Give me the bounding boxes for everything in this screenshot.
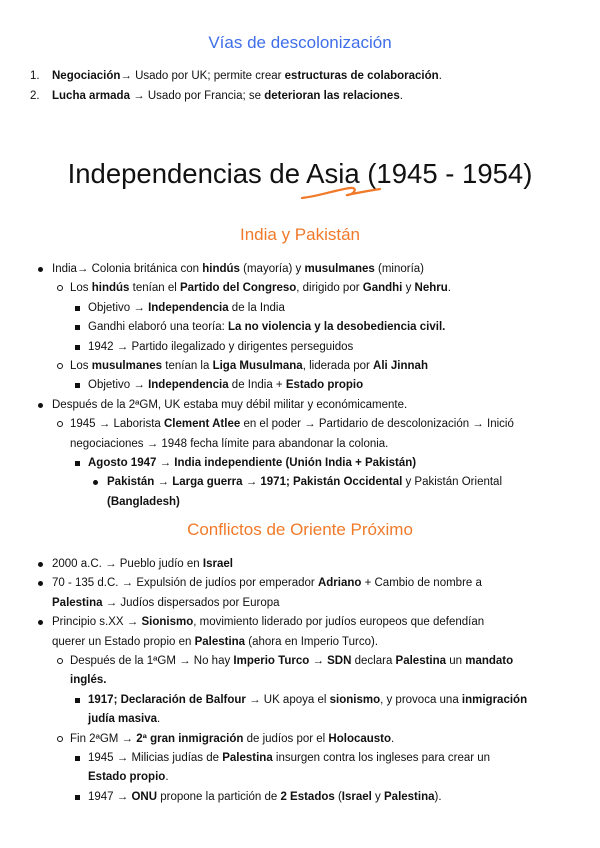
text-run: 1945 → Laborista bbox=[70, 418, 164, 431]
text-run: 2000 a.C. → Pueblo judío en bbox=[52, 558, 203, 570]
text-run: Gandhi elaboró una teoría: bbox=[88, 321, 229, 334]
text-run: ( bbox=[334, 790, 342, 803]
list-item bbox=[0, 338, 600, 357]
text-run: tenían la bbox=[162, 360, 213, 373]
text-run: Israel bbox=[202, 558, 233, 570]
text-run: Partido del Congreso bbox=[179, 282, 297, 295]
list-item bbox=[0, 671, 600, 690]
text-run: , liderada por bbox=[302, 360, 374, 373]
list-item-text bbox=[88, 713, 160, 725]
text-run: hindús bbox=[91, 282, 130, 295]
text-run: . bbox=[399, 90, 403, 102]
text-run: Negociación bbox=[52, 70, 121, 82]
list-item-text bbox=[88, 791, 442, 803]
list-item-text bbox=[88, 771, 169, 783]
list-item bbox=[0, 260, 600, 279]
text-run: , dirigido por bbox=[296, 282, 363, 295]
list-item-text bbox=[107, 476, 502, 488]
list-item bbox=[0, 710, 600, 729]
section-oriente-proximo: Conflictos de Oriente Próximo bbox=[187, 520, 413, 539]
list-item bbox=[0, 279, 600, 298]
text-run: sionismo bbox=[329, 693, 381, 706]
list-item bbox=[0, 493, 600, 512]
list-number: 2. bbox=[30, 90, 40, 102]
text-run: Después de la 2ªGM, UK estaba muy débil militar y económicamente. bbox=[52, 398, 408, 411]
text-run: Los bbox=[70, 282, 92, 295]
underline-squiggle-icon bbox=[300, 182, 420, 204]
list-item-text bbox=[107, 496, 180, 508]
text-run: Palestina bbox=[222, 752, 273, 765]
text-run: . bbox=[438, 70, 442, 82]
text-run: 2 Estados bbox=[280, 790, 335, 803]
list-item bbox=[0, 788, 600, 807]
list-item bbox=[0, 555, 600, 574]
ways-list bbox=[30, 66, 442, 106]
text-run: Holocausto bbox=[328, 732, 392, 745]
text-run: Adriano bbox=[317, 577, 362, 590]
list-item-text bbox=[70, 674, 106, 686]
text-run: → Usado por Francia; se bbox=[129, 90, 265, 102]
list-item bbox=[0, 376, 600, 395]
text-run: Israel bbox=[341, 790, 372, 803]
list-item bbox=[0, 574, 600, 593]
text-run: Palestina bbox=[384, 790, 435, 803]
text-run: inmigración bbox=[461, 693, 528, 706]
text-run: . bbox=[157, 713, 161, 726]
list-item-text bbox=[52, 558, 233, 570]
list-item bbox=[0, 299, 600, 318]
list-item bbox=[0, 749, 600, 768]
list-item-text bbox=[70, 733, 394, 745]
text-run: Clement Atlee bbox=[163, 418, 241, 431]
text-run: 1945 → Milicias judías de bbox=[88, 752, 223, 765]
list-item bbox=[0, 473, 600, 492]
text-run: querer un Estado propio en bbox=[52, 635, 195, 648]
list-item bbox=[0, 396, 600, 415]
text-run: hindús bbox=[202, 263, 240, 275]
list-item-text bbox=[88, 341, 353, 353]
list-item-text bbox=[88, 457, 416, 469]
text-run: Liga Musulmana bbox=[212, 360, 303, 373]
text-run: Palestina bbox=[194, 635, 246, 648]
text-run: , y provoca una bbox=[380, 693, 462, 706]
text-run: (minoría) bbox=[374, 263, 424, 275]
text-run: tenían el bbox=[129, 282, 180, 295]
text-run: . bbox=[447, 282, 451, 295]
list-item bbox=[0, 318, 600, 337]
list-item-text bbox=[52, 616, 484, 628]
text-run: , movimiento liderado por judíos europeos que defendían bbox=[193, 616, 485, 629]
text-run: Agosto 1947 → India independiente (Unión India + Pakistán) bbox=[88, 457, 417, 470]
text-run: Nehru bbox=[414, 282, 448, 295]
main-title: Independencias de Asia (1945 - 1954) bbox=[67, 158, 533, 189]
text-run: de la India bbox=[228, 301, 285, 314]
text-run: + Cambio de nombre a bbox=[361, 577, 482, 590]
text-run: Ali Jinnah bbox=[373, 360, 428, 373]
list-item-text bbox=[52, 399, 407, 411]
text-run: deterioran las relaciones bbox=[264, 90, 400, 102]
text-run: 1942 → Partido ilegalizado y dirigentes perseguidos bbox=[88, 340, 354, 353]
text-run: musulmanes bbox=[91, 360, 163, 373]
text-run: Imperio Turco → SDN bbox=[233, 655, 352, 668]
list-item-text bbox=[52, 263, 424, 275]
text-run: . bbox=[165, 771, 169, 784]
list-item-text bbox=[52, 577, 482, 589]
text-run: . bbox=[391, 732, 395, 745]
text-run: declara bbox=[351, 655, 396, 668]
text-run: Estado propio bbox=[88, 771, 166, 784]
text-run: → Usado por UK; permite crear bbox=[120, 70, 285, 82]
text-run: Estado propio bbox=[285, 379, 364, 392]
list-item-text bbox=[70, 418, 514, 430]
oriente-proximo-list bbox=[0, 555, 600, 807]
list-item bbox=[0, 435, 600, 454]
list-item bbox=[0, 594, 600, 613]
text-run: y bbox=[402, 282, 415, 295]
text-run: ). bbox=[434, 790, 442, 803]
list-item-text bbox=[70, 360, 428, 372]
text-run: Independencia bbox=[148, 301, 229, 314]
section-india-pakistan: India y Pakistán bbox=[239, 225, 360, 244]
text-run: Los bbox=[70, 360, 92, 373]
text-run: 70 - 135 d.C. → Expulsión de judíos por emperador bbox=[52, 577, 318, 590]
text-run: negociaciones → 1948 fecha límite para abandonar la colonia. bbox=[70, 437, 389, 450]
text-run: Sionismo bbox=[141, 616, 194, 629]
text-run: Principio s.XX → bbox=[52, 616, 142, 629]
list-item-text bbox=[70, 438, 388, 450]
text-run: India→ Colonia británica con bbox=[52, 263, 203, 275]
text-run: La no violencia y la desobediencia civil. bbox=[228, 321, 446, 334]
text-run: 2ª gran inmigración bbox=[136, 732, 244, 745]
text-run: Gandhi bbox=[362, 282, 403, 295]
text-run: Objetivo → bbox=[88, 301, 149, 314]
text-run: y Pakistán Oriental bbox=[402, 476, 503, 489]
list-item bbox=[0, 730, 600, 749]
text-run: de India + bbox=[228, 379, 286, 392]
text-run: → UK apoya el bbox=[245, 693, 330, 706]
list-item bbox=[0, 691, 600, 710]
text-run: estructuras de colaboración bbox=[284, 70, 439, 82]
list-item bbox=[0, 357, 600, 376]
list-item bbox=[0, 613, 600, 632]
list-item bbox=[0, 652, 600, 671]
list-item bbox=[0, 415, 600, 434]
list-item-text bbox=[88, 302, 285, 314]
list-item bbox=[0, 633, 600, 652]
ordered-list-item bbox=[30, 86, 442, 106]
text-run: Palestina bbox=[52, 596, 103, 609]
list-item-text bbox=[52, 636, 378, 648]
list-item-text bbox=[88, 752, 490, 764]
list-item-text bbox=[70, 655, 513, 667]
text-run: de judíos por el bbox=[243, 732, 329, 745]
text-run: propone la partición de bbox=[157, 790, 281, 803]
text-run: Pakistán → Larga guerra → 1971; Pakistán Occidental bbox=[107, 476, 403, 489]
text-run: mandato bbox=[465, 655, 514, 668]
text-run: Palestina bbox=[395, 655, 447, 668]
list-item-text bbox=[88, 694, 527, 706]
text-run: inglés. bbox=[70, 674, 107, 687]
list-item bbox=[0, 454, 600, 473]
text-run: un bbox=[446, 655, 466, 668]
text-run: insurgen contra los ingleses para crear un bbox=[272, 752, 491, 765]
text-run: judía masiva bbox=[88, 713, 158, 726]
text-run: Objetivo → bbox=[88, 379, 149, 392]
text-run: musulmanes bbox=[304, 263, 375, 275]
list-item-text bbox=[70, 282, 451, 294]
list-item-text bbox=[52, 597, 280, 609]
text-run: ONU bbox=[131, 790, 158, 803]
text-run: y bbox=[371, 790, 384, 803]
list-item-text bbox=[52, 86, 403, 106]
list-item-text bbox=[88, 379, 363, 391]
list-item bbox=[0, 768, 600, 787]
text-run: Después de la 1ªGM → No hay bbox=[70, 655, 234, 668]
text-run: (mayoría) y bbox=[239, 263, 305, 275]
text-run: Fin 2ªGM → bbox=[70, 732, 137, 745]
list-number: 1. bbox=[30, 70, 40, 82]
list-item-text bbox=[52, 66, 442, 86]
ordered-list-item bbox=[30, 66, 442, 86]
text-run: → Judíos dispersados por Europa bbox=[102, 596, 280, 609]
heading-vias: Vías de descolonización bbox=[208, 33, 392, 52]
list-item-text bbox=[88, 321, 445, 333]
text-run: Lucha armada bbox=[52, 90, 130, 102]
text-run: (ahora en Imperio Turco). bbox=[245, 635, 379, 648]
text-run: en el poder → Partidario de descolonización → Inició bbox=[240, 418, 514, 431]
text-run: 1917; Declaración de Balfour bbox=[88, 693, 246, 706]
india-pakistan-list bbox=[0, 260, 600, 512]
text-run: (Bangladesh) bbox=[107, 495, 180, 508]
text-run: Independencia bbox=[148, 379, 229, 392]
text-run: 1947 → bbox=[88, 790, 132, 803]
